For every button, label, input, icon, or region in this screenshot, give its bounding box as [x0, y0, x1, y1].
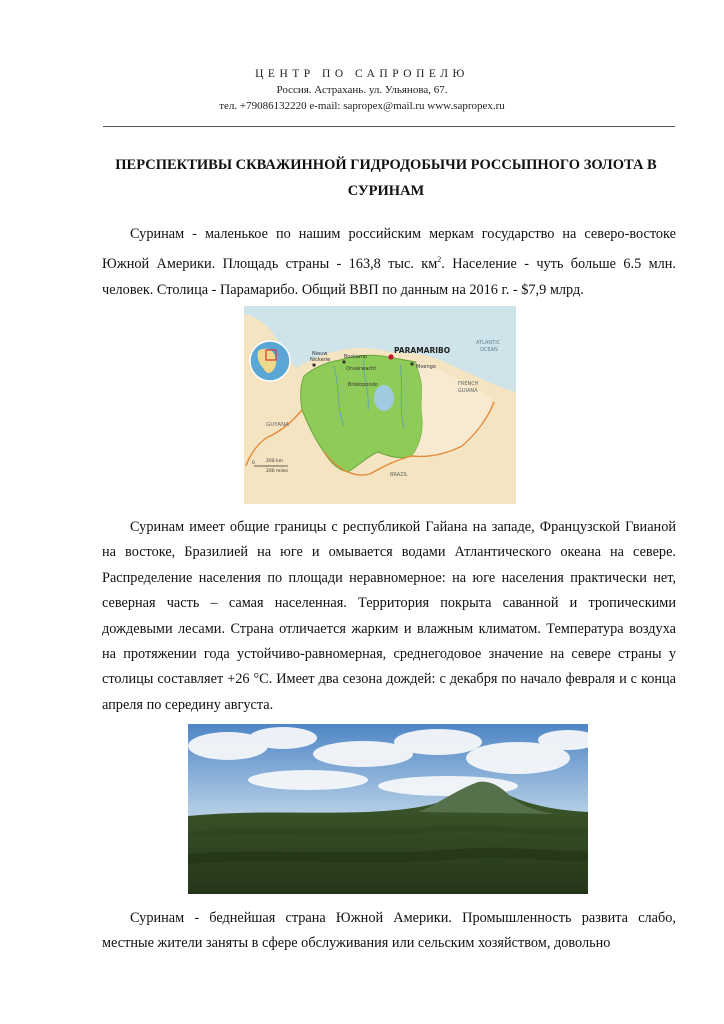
label-scale-zero: 0: [252, 461, 255, 466]
town-marker: [410, 362, 413, 365]
label-french-1: FRENCH: [458, 381, 479, 387]
map-lake: [374, 385, 394, 411]
label-scale-mi: 200 miles: [266, 469, 289, 474]
town-marker: [312, 363, 315, 366]
label-brazil: BRAZIL: [390, 472, 408, 478]
label-brokopondo: Brokopondo: [348, 382, 378, 388]
label-capital: PARAMARIBO: [394, 346, 451, 355]
landscape-photo: [188, 724, 588, 894]
superscript-2: 2: [437, 255, 442, 265]
letterhead: [0, 66, 724, 114]
label-onverwacht: Onverwacht: [346, 366, 377, 372]
label-nieuw-2: Nickerie: [310, 357, 331, 363]
paragraph-geography: Суринам имеет общие границы с республикой Гайана на западе, Французской Гвианой на востоке, Бразилией на юге и омывается водами Атлантического океана на севере. Распределение населения по площади неравномерное: на юге населения практически нет, северная часть – самая населенная. Территория покрыта саванной и тропическими дождевыми лесами. Страна отличается жарким и влажным климатом. Температура воздуха на протяжении года устойчиво-равномерная, среднегодовое значение на севере страны у столицы составляет +26 °С. Имеет два сезона дождей: с декабря по начало февраля и с конца апреля по середину августа.: [102, 519, 676, 713]
paragraph-intro-text-b: . Население - чуть больше 6.5 млн. человек. Столица - Парамарибо. Общий ВВП по данным на 2016 г. - $7,9 млрд.: [102, 256, 676, 298]
label-guyana: GUYANA: [266, 422, 289, 428]
label-scale-km: 200 km: [266, 459, 284, 464]
capital-marker: [388, 354, 393, 359]
org-address: Россия. Астрахань. ул. Ульянова, 67.: [276, 84, 448, 96]
label-nieuw-1: Nieuw: [312, 351, 328, 357]
label-french-2: GUIANA: [458, 388, 478, 394]
org-name: ЦЕНТР ПО САПРОПЕЛЮ: [255, 68, 469, 80]
paragraph-intro: [102, 222, 676, 303]
town-marker: [342, 360, 345, 363]
label-ocean-1: ATLANTIC: [476, 340, 501, 346]
label-boskamp: Boskamp: [344, 354, 368, 360]
suriname-map: [244, 306, 516, 504]
paragraph-intro-text-a: Суринам - маленькое по нашим российским меркам государство на северо-востоке Южной Америки. Площадь страны - 163,8 тыс. км: [102, 226, 676, 273]
header-divider: [103, 126, 675, 127]
label-ocean-2: OCEAN: [480, 347, 498, 353]
label-moengo: Moengo: [416, 364, 436, 370]
document-title: ПЕРСПЕКТИВЫ СКВАЖИННОЙ ГИДРОДОБЫЧИ РОССЫПНОГО ЗОЛОТА В СУРИНАМ: [115, 157, 657, 199]
org-contacts: тел. +79086132220 e-mail: sapropex@mail.ru www.sapropex.ru: [219, 100, 505, 112]
paragraph-economy: Суринам - беднейшая страна Южной Америки. Промышленность развита слабо, местные жители заняты в сфере обслуживания или сельским хозяйством, довольно: [102, 910, 676, 952]
